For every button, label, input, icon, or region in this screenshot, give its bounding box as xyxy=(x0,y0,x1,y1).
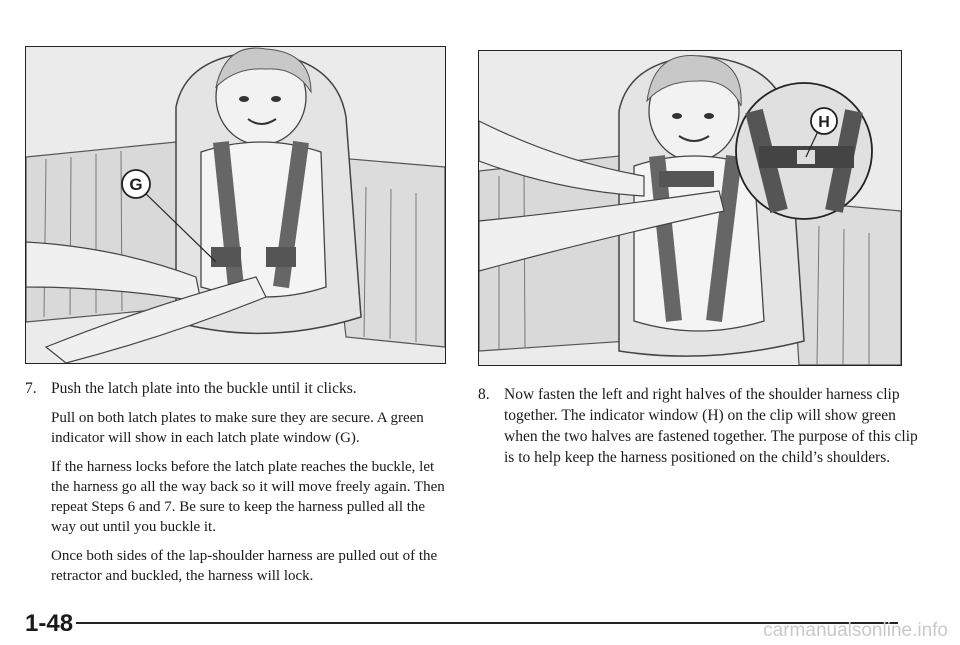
step-text: Now fasten the left and right halves of the shoulder harness clip together. The indicator window (H) on the clip will show green when the two halves are fastened together. The purpose of this clip is to help keep the harness positioned on the child’s shoulders. xyxy=(504,386,918,466)
child-seat-drawing-right xyxy=(479,51,901,365)
step-number: 7. xyxy=(25,380,37,397)
paragraph: If the harness locks before the latch plate reaches the buckle, let the harness go all the way back so it will move freely again. Then repeat Steps 6 and 7. Be sure to keep the harness pulled all the way out until you buckle it. xyxy=(51,459,445,535)
step-number: 8. xyxy=(478,386,490,403)
paragraph: Pull on both latch plates to make sure they are secure. A green indicator will show in each latch plate window (G). xyxy=(51,410,424,446)
illustration-harness-clip xyxy=(478,50,902,366)
paragraph: Once both sides of the lap-shoulder harness are pulled out of the retractor and buckled, the harness will lock. xyxy=(51,548,438,584)
watermark: carmanualsonline.info xyxy=(763,620,948,641)
step-7 xyxy=(25,378,450,399)
left-text-column xyxy=(25,378,450,595)
step-8 xyxy=(478,384,918,468)
callout-h: H xyxy=(818,114,830,131)
child-seat-drawing-left xyxy=(26,47,445,363)
callout-g: G xyxy=(129,175,143,194)
page-number: 1-48 xyxy=(25,610,74,637)
step-text: Push the latch plate into the buckle until it clicks. xyxy=(51,380,357,397)
right-text-column xyxy=(478,384,918,477)
illustration-latch-plate xyxy=(25,46,446,364)
